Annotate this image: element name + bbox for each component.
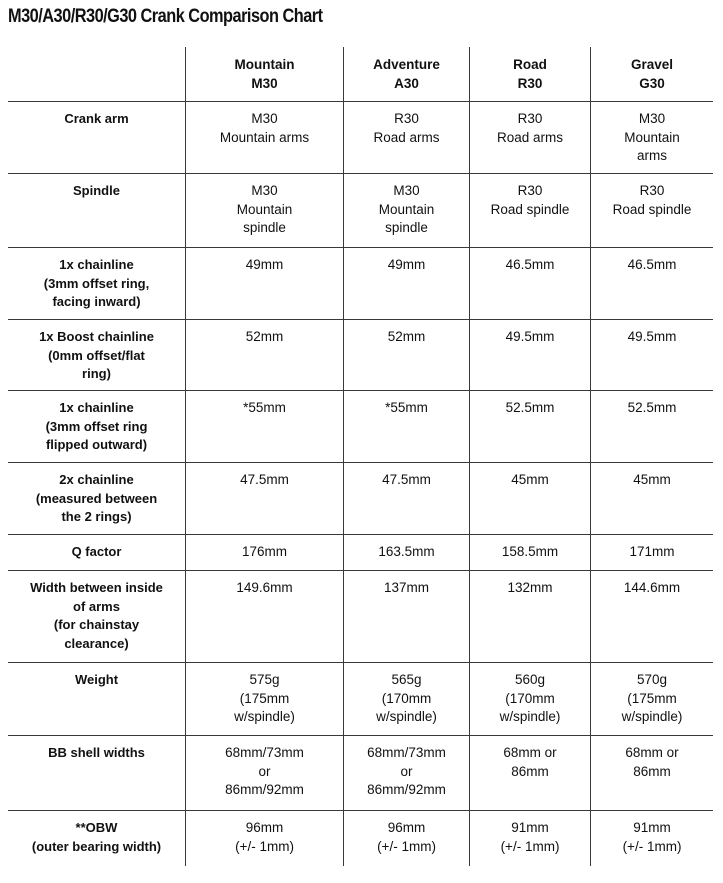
header-name: Mountain	[234, 57, 295, 72]
value-line: 171mm	[629, 544, 675, 559]
value-line: 46.5mm	[627, 257, 677, 272]
label-line: Weight	[74, 672, 119, 687]
label-line: 1x Boost chainline	[39, 329, 154, 344]
value-line: R30	[517, 111, 543, 126]
value-cell-gravel	[590, 320, 713, 390]
value-line: arms	[637, 148, 667, 163]
value-line: 86mm	[633, 763, 671, 779]
value-line: (+/- 1mm)	[622, 838, 682, 854]
label-line: (outer bearing width)	[31, 838, 162, 854]
value-line: 86mm/92mm	[225, 782, 304, 797]
row-label	[8, 571, 185, 662]
value-line: 68mm/73mm	[367, 745, 446, 760]
value-cell-gravel	[590, 102, 713, 173]
value-cell-road	[469, 463, 590, 534]
value-line: 96mm	[387, 820, 426, 835]
label-line: (measured between	[35, 490, 158, 506]
value-cell-adventure	[343, 391, 469, 462]
value-line: spindle	[385, 220, 428, 235]
table-row-weight	[8, 663, 713, 736]
value-line: 47.5mm	[382, 472, 431, 487]
value-cell-mountain	[185, 663, 343, 735]
row-label	[8, 663, 185, 735]
table-row-obw	[8, 811, 713, 866]
value-cell-adventure	[343, 248, 469, 319]
value-cell-mountain	[185, 102, 343, 173]
row-label	[8, 248, 185, 319]
value-line: R30	[517, 183, 543, 198]
label-line: (3mm offset ring,	[43, 275, 150, 291]
value-cell-mountain	[185, 463, 343, 534]
header-name: Gravel	[630, 57, 674, 72]
table-header-row	[8, 47, 713, 102]
value-cell-road	[469, 391, 590, 462]
value-line: 47.5mm	[240, 472, 289, 487]
label-line: (for chainstay	[53, 617, 140, 632]
value-line: *55mm	[385, 400, 428, 415]
value-line: 52.5mm	[505, 400, 555, 415]
value-cell-gravel	[590, 248, 713, 319]
value-cell-adventure	[343, 463, 469, 534]
table-row-1x-boost-chainline	[8, 320, 713, 391]
value-cell-road	[469, 736, 590, 810]
value-cell-gravel	[590, 736, 713, 810]
value-line: 144.6mm	[623, 580, 681, 595]
value-line: 91mm	[633, 820, 671, 835]
value-line: 132mm	[507, 580, 553, 595]
label-line: clearance)	[64, 635, 129, 651]
value-line: 68mm or	[503, 745, 557, 760]
label-line: Width between inside	[30, 580, 163, 595]
value-cell-mountain	[185, 391, 343, 462]
value-line: 560g	[514, 672, 546, 687]
header-cell-gravel	[590, 47, 713, 101]
value-cell-road	[469, 535, 590, 570]
value-line: 176mm	[241, 544, 287, 559]
table-row-q-factor	[8, 535, 713, 571]
value-line: 46.5mm	[505, 257, 555, 272]
value-line: w/spindle)	[376, 709, 437, 724]
value-line: 68mm/73mm	[225, 745, 304, 760]
row-label	[8, 535, 185, 570]
value-line: 45mm	[511, 472, 549, 487]
value-cell-road	[469, 320, 590, 390]
value-line: Mountain	[624, 129, 680, 145]
value-line: 52.5mm	[627, 400, 677, 415]
label-line: 2x chainline	[59, 472, 134, 487]
value-cell-gravel	[590, 663, 713, 735]
value-line: R30	[639, 183, 665, 198]
value-cell-mountain	[185, 571, 343, 662]
value-line: Road arms	[496, 129, 564, 145]
header-name: Adventure	[373, 57, 440, 72]
table-row-1x-chainline-flipped	[8, 391, 713, 463]
label-line: of arms	[73, 598, 120, 614]
value-line: Road spindle	[612, 201, 692, 217]
value-line: 163.5mm	[378, 544, 435, 559]
value-cell-road	[469, 571, 590, 662]
value-line: *55mm	[243, 400, 286, 415]
header-cell-adventure	[343, 47, 469, 101]
value-line: w/spindle)	[499, 709, 561, 724]
table-row-bb-shell-widths	[8, 736, 713, 811]
value-line: 68mm or	[625, 745, 679, 760]
value-line: Mountain	[236, 201, 293, 217]
label-line: facing inward)	[52, 294, 141, 309]
value-cell-gravel	[590, 571, 713, 662]
table-row-spindle	[8, 174, 713, 248]
value-line: (+/- 1mm)	[377, 838, 436, 854]
value-line: 49.5mm	[505, 329, 555, 344]
value-cell-mountain	[185, 248, 343, 319]
label-line: flipped outward)	[45, 437, 148, 452]
label-line: Spindle	[73, 183, 120, 198]
value-line: Mountain	[378, 201, 435, 217]
comparison-table	[8, 47, 713, 866]
value-line: M30	[251, 111, 278, 126]
row-label	[8, 811, 185, 866]
value-cell-mountain	[185, 535, 343, 570]
value-line: Road spindle	[490, 201, 570, 217]
value-cell-adventure	[343, 811, 469, 866]
value-line: (+/- 1mm)	[500, 838, 560, 854]
value-cell-adventure	[343, 571, 469, 662]
value-line: 575g	[249, 672, 280, 687]
label-line: Q factor	[71, 544, 122, 559]
value-line: (+/- 1mm)	[235, 838, 294, 854]
value-line: 45mm	[633, 472, 671, 487]
value-cell-gravel	[590, 174, 713, 247]
value-line: w/spindle)	[621, 709, 683, 724]
value-line: spindle	[243, 220, 286, 235]
row-label	[8, 463, 185, 534]
value-line: 49.5mm	[627, 329, 677, 344]
value-cell-mountain	[185, 320, 343, 390]
value-line: 52mm	[245, 329, 284, 344]
value-line: 86mm/92mm	[367, 782, 446, 797]
header-cell-road	[469, 47, 590, 101]
value-line: 570g	[636, 672, 668, 687]
value-line: 52mm	[387, 329, 426, 344]
table-row-crank-arm	[8, 102, 713, 174]
row-label	[8, 320, 185, 390]
header-model: R30	[517, 75, 543, 91]
row-label	[8, 102, 185, 173]
value-cell-mountain	[185, 736, 343, 810]
header-empty-cell	[8, 47, 185, 101]
label-line: the 2 rings)	[61, 509, 132, 524]
value-cell-gravel	[590, 391, 713, 462]
value-line: 49mm	[387, 257, 426, 272]
header-cell-mountain	[185, 47, 343, 101]
value-cell-adventure	[343, 320, 469, 390]
value-line: 149.6mm	[236, 580, 293, 595]
label-line: **OBW	[75, 820, 118, 835]
value-line: 137mm	[383, 580, 429, 595]
value-line: 96mm	[245, 820, 284, 835]
value-cell-road	[469, 102, 590, 173]
row-label	[8, 391, 185, 462]
value-cell-gravel	[590, 811, 713, 866]
value-cell-gravel	[590, 463, 713, 534]
value-line: 565g	[391, 672, 422, 687]
label-line: 1x chainline	[59, 257, 134, 272]
value-line: Road arms	[373, 129, 440, 145]
value-line: 86mm	[511, 763, 549, 779]
row-label	[8, 736, 185, 810]
value-line: 158.5mm	[501, 544, 559, 559]
value-line: M30	[393, 183, 420, 198]
value-cell-adventure	[343, 663, 469, 735]
header-name: Road	[513, 57, 547, 72]
header-model: G30	[639, 75, 665, 91]
value-line: (170mm	[381, 690, 432, 706]
value-cell-road	[469, 811, 590, 866]
label-line: (0mm offset/flat	[48, 347, 145, 363]
label-line: Crank arm	[64, 111, 129, 126]
value-cell-adventure	[343, 174, 469, 247]
value-line: M30	[251, 183, 278, 198]
value-line: (175mm	[627, 690, 677, 706]
value-cell-road	[469, 174, 590, 247]
label-line: BB shell widths	[48, 745, 145, 760]
value-line: w/spindle)	[234, 709, 295, 724]
value-cell-road	[469, 663, 590, 735]
table-row-2x-chainline	[8, 463, 713, 535]
value-line: (175mm	[239, 690, 290, 706]
value-cell-gravel	[590, 535, 713, 570]
value-cell-mountain	[185, 811, 343, 866]
value-line: (170mm	[505, 690, 555, 706]
table-row-width-inside-arms	[8, 571, 713, 663]
value-line: M30	[638, 111, 666, 126]
value-line: R30	[394, 111, 419, 126]
value-cell-road	[469, 248, 590, 319]
page-title: M30/A30/R30/G30 Crank Comparison Chart	[8, 6, 323, 27]
header-model: A30	[394, 75, 419, 91]
value-line: 91mm	[511, 820, 549, 835]
value-line: or	[400, 763, 413, 779]
table-row-1x-chainline-inward	[8, 248, 713, 320]
label-line: 1x chainline	[59, 400, 134, 415]
row-label	[8, 174, 185, 247]
value-line: Mountain arms	[219, 129, 310, 145]
value-cell-adventure	[343, 535, 469, 570]
value-line: or	[258, 763, 271, 779]
label-line: ring)	[82, 366, 111, 381]
value-cell-adventure	[343, 102, 469, 173]
value-cell-mountain	[185, 174, 343, 247]
label-line: (3mm offset ring	[45, 418, 148, 434]
header-model: M30	[251, 75, 278, 91]
value-line: 49mm	[245, 257, 284, 272]
value-cell-adventure	[343, 736, 469, 810]
